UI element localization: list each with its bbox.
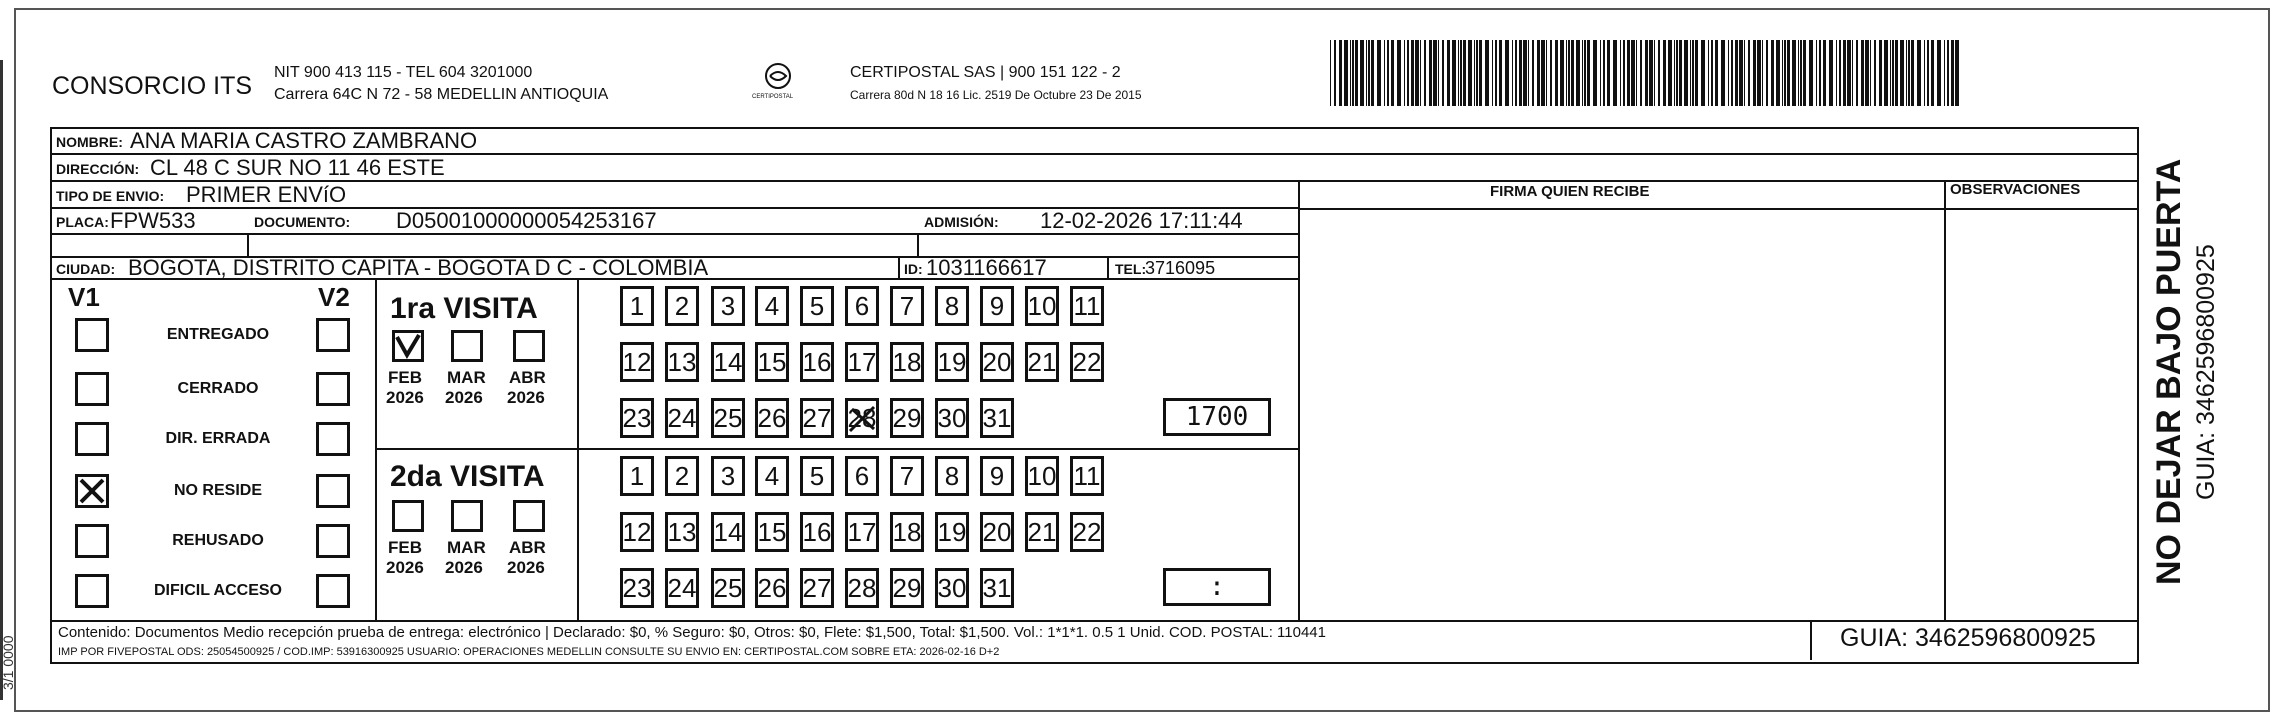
- barcode-bar: [1906, 40, 1907, 106]
- visit2-day-box[interactable]: 12: [620, 512, 654, 552]
- visit2-title: 2da VISITA: [390, 460, 545, 493]
- barcode-bar: [1631, 40, 1635, 106]
- barcode-bar: [1668, 40, 1672, 106]
- visit2-day-box[interactable]: 16: [800, 512, 834, 552]
- barcode-bar: [1576, 40, 1580, 106]
- placa-value: FPW533: [110, 208, 196, 233]
- barcode-bar: [1829, 40, 1833, 106]
- barcode-bar: [1352, 40, 1354, 106]
- barcode-bar: [1847, 40, 1851, 106]
- barcode-bar: [1334, 40, 1336, 106]
- placa-label: PLACA:: [56, 214, 109, 230]
- v1-checkbox[interactable]: [75, 372, 109, 406]
- v2-label: V2: [318, 282, 350, 312]
- visit2-year-label: 2026: [507, 558, 545, 577]
- barcode-bar: [1900, 40, 1904, 106]
- barcode-bar: [1663, 40, 1666, 106]
- visit2-day-box[interactable]: 7: [890, 456, 924, 496]
- id-label: ID:: [904, 261, 923, 277]
- company-address: Carrera 64C N 72 - 58 MEDELLIN ANTIOQUIA: [274, 86, 609, 103]
- certipostal-logo: [752, 60, 804, 106]
- v2-checkbox[interactable]: [316, 422, 350, 456]
- visit1-day-box[interactable]: 5: [800, 286, 834, 326]
- visit1-year-label: 2026: [445, 388, 483, 407]
- barcode-bar: [1479, 40, 1482, 106]
- barcode-bar: [1420, 40, 1421, 106]
- barcode-bar: [1951, 40, 1954, 106]
- visit2-month-checkbox[interactable]: [513, 500, 545, 532]
- barcode-bar: [1485, 40, 1489, 106]
- visit2-day-box[interactable]: 31: [980, 568, 1014, 608]
- visit1-day-box[interactable]: 13: [665, 342, 699, 382]
- visit2-month-checkbox[interactable]: [392, 500, 424, 532]
- barcode-bar: [1571, 40, 1574, 106]
- barcode-bar: [1350, 40, 1351, 106]
- barcode-bar: [1861, 40, 1864, 106]
- row-divider: [50, 620, 2137, 622]
- barcode-bar: [1931, 40, 1934, 106]
- col-divider: [1810, 620, 1812, 660]
- visit1-day-box[interactable]: 18: [890, 342, 924, 382]
- visit2-month-label: MAR: [447, 538, 486, 557]
- visit2-day-box[interactable]: 5: [800, 456, 834, 496]
- tipo-envio-label: TIPO DE ENVIO:: [56, 188, 165, 204]
- visit1-day-box[interactable]: 25: [711, 398, 745, 438]
- visit1-day-box[interactable]: 12: [620, 342, 654, 382]
- barcode-bar: [1792, 40, 1796, 106]
- barcode-bar: [1512, 40, 1513, 106]
- strike-mark-icon: [846, 401, 880, 437]
- row-divider: [375, 448, 1298, 450]
- visit1-day-box[interactable]: 26: [755, 398, 789, 438]
- barcode-bar: [1731, 40, 1733, 106]
- barcode-bar: [1366, 40, 1367, 106]
- barcode-bar: [1636, 40, 1637, 106]
- status-label: REHUSADO: [172, 532, 264, 549]
- visit2-year-label: 2026: [445, 558, 483, 577]
- visit2-month-checkbox[interactable]: [451, 500, 483, 532]
- barcode-bar: [1692, 40, 1694, 106]
- barcode-bar: [1584, 40, 1586, 106]
- visit1-day-box[interactable]: 8: [935, 286, 969, 326]
- check-mark-icon: [395, 333, 421, 359]
- barcode-bar: [1344, 40, 1348, 106]
- edge-mark: [0, 60, 3, 700]
- barcode-bar: [1856, 40, 1858, 106]
- visit1-day-box[interactable]: 23: [620, 398, 654, 438]
- barcode-bar: [1528, 40, 1529, 106]
- barcode-bar: [1460, 40, 1462, 106]
- col-divider: [898, 256, 900, 278]
- documento-label: DOCUMENTO:: [254, 214, 351, 230]
- barcode-bar: [1766, 40, 1768, 106]
- v1-label: V1: [68, 282, 100, 312]
- col-divider: [247, 233, 249, 256]
- visit2-day-box[interactable]: 22: [1070, 512, 1104, 552]
- barcode-bar: [1911, 40, 1914, 106]
- logo-text: CERTIPOSTAL: [752, 94, 794, 100]
- visit2-day-box[interactable]: 20: [980, 512, 1014, 552]
- barcode-bar: [1438, 40, 1439, 106]
- barcode-bar: [1541, 40, 1545, 106]
- firma-header: FIRMA QUIEN RECIBE: [1490, 183, 1650, 200]
- barcode-bar: [1649, 40, 1653, 106]
- visit1-day-box[interactable]: 1: [620, 286, 654, 326]
- visit2-day-box[interactable]: 28: [845, 568, 879, 608]
- visit1-day-box[interactable]: 31: [980, 398, 1014, 438]
- barcode-bar: [1603, 40, 1605, 106]
- barcode-bar: [1377, 40, 1381, 106]
- barcode-bar: [1917, 40, 1921, 106]
- visit1-day-box[interactable]: 20: [980, 342, 1014, 382]
- nombre-value: ANA MARIA CASTRO ZAMBRANO: [130, 128, 478, 153]
- visit1-day-box[interactable]: 24: [665, 398, 699, 438]
- v2-checkbox[interactable]: [316, 474, 350, 508]
- col-divider: [1944, 180, 1946, 620]
- barcode-bar: [1924, 40, 1925, 106]
- tipo-envio-value: PRIMER ENVíO: [186, 182, 347, 207]
- visit1-day-box[interactable]: 21: [1025, 342, 1059, 382]
- barcode-bar: [1890, 40, 1891, 106]
- barcode-bar: [1442, 40, 1444, 106]
- col-divider: [1107, 256, 1109, 278]
- barcode-bar: [1468, 40, 1472, 106]
- visit1-title: 1ra VISITA: [390, 292, 538, 325]
- ciudad-value: BOGOTA, DISTRITO CAPITA - BOGOTA D C - COLOMBIA: [128, 255, 709, 280]
- barcode-bar: [1695, 40, 1698, 106]
- col-divider: [577, 278, 579, 620]
- visit2-year-label: 2026: [386, 558, 424, 577]
- visit2-day-box[interactable]: 25: [711, 568, 745, 608]
- barcode-bar: [1728, 40, 1729, 106]
- visit2-day-box[interactable]: 2: [665, 456, 699, 496]
- barcode-bar: [1371, 40, 1374, 106]
- visit1-day-box[interactable]: 11: [1070, 286, 1104, 326]
- barcode-bar: [1607, 40, 1610, 106]
- barcode-bar: [1550, 40, 1552, 106]
- visit2-time-box[interactable]: :: [1163, 568, 1271, 606]
- visit1-month-label: FEB: [388, 368, 422, 387]
- barcode-bar: [1447, 40, 1450, 106]
- visit2-day-box[interactable]: 3: [711, 456, 745, 496]
- footer-guia: GUIA: 3462596800925: [1840, 624, 2096, 652]
- row-divider: [1298, 208, 2137, 210]
- barcode-bar: [1387, 40, 1389, 106]
- barcode-bar: [1330, 40, 1331, 106]
- visit1-year-label: 2026: [386, 388, 424, 407]
- barcode-bar: [1537, 40, 1540, 106]
- visit1-month-checkbox[interactable]: [513, 330, 545, 362]
- barcode-bar: [1816, 40, 1817, 106]
- barcode-bar: [1600, 40, 1601, 106]
- barcode-bar: [1684, 40, 1688, 106]
- col-divider: [1298, 180, 1300, 620]
- observaciones-header: OBSERVACIONES: [1950, 181, 2081, 198]
- barcode-bar: [1762, 40, 1763, 106]
- barcode-bar: [1800, 40, 1802, 106]
- visit2-month-label: ABR: [509, 538, 546, 557]
- barcode-bar: [1674, 40, 1675, 106]
- barcode-bar: [1721, 40, 1725, 106]
- visit1-day-box[interactable]: 17: [845, 342, 879, 382]
- barcode-bar: [1944, 40, 1945, 106]
- barcode-bar: [1452, 40, 1456, 106]
- barcode-bar: [1463, 40, 1466, 106]
- status-label: ENTREGADO: [166, 326, 270, 343]
- barcode-bar: [1505, 40, 1509, 106]
- visit1-day-box[interactable]: 3: [711, 286, 745, 326]
- visit2-day-box[interactable]: 13: [665, 512, 699, 552]
- status-label: DIFICIL ACCESO: [153, 582, 282, 599]
- visit1-day-box[interactable]: 29: [890, 398, 924, 438]
- barcode-bar: [1523, 40, 1527, 106]
- tel-value: 3716095: [1145, 258, 1216, 278]
- admision-label: ADMISIÓN:: [924, 214, 999, 230]
- company-name: CONSORCIO ITS: [52, 72, 253, 100]
- barcode-bar: [1927, 40, 1929, 106]
- footer-print-info: IMP POR FIVEPOSTAL ODS: 25054500925 / COD.IMP: 53916300925 USUARIO: OPERACIONES MEDELLIN CONSULTE SU ENVIO EN: CERTIPOSTAL.COM SOBRE ETA: 2026-02-16 D+2: [58, 646, 1000, 658]
- barcode-bar: [1391, 40, 1394, 106]
- barcode-bar: [1404, 40, 1405, 106]
- visit2-day-box[interactable]: 14: [711, 512, 745, 552]
- barcode-bar: [1690, 40, 1691, 106]
- barcode-bar: [1415, 40, 1419, 106]
- barcode-bar: [1776, 40, 1780, 106]
- visit1-day-box[interactable]: 19: [935, 342, 969, 382]
- v1-checkbox[interactable]: [75, 474, 109, 508]
- barcode: [1330, 40, 1960, 106]
- barcode-bar: [1546, 40, 1547, 106]
- barcode-bar: [1495, 40, 1497, 106]
- visit2-month-label: FEB: [388, 538, 422, 557]
- direccion-value: CL 48 C SUR NO 11 46 ESTE: [150, 155, 445, 180]
- admision-value: 12-02-2026 17:11:44: [1040, 208, 1243, 233]
- v2-checkbox[interactable]: [316, 574, 350, 608]
- barcode-bar: [1701, 40, 1705, 106]
- visit1-day-box[interactable]: 22: [1070, 342, 1104, 382]
- barcode-bar: [1711, 40, 1713, 106]
- barcode-bar: [1407, 40, 1409, 106]
- barcode-bar: [1499, 40, 1502, 106]
- barcode-bar: [1955, 40, 1959, 106]
- visit1-day-box[interactable]: 28: [845, 398, 879, 438]
- col-divider: [917, 233, 919, 256]
- barcode-bar: [1739, 40, 1743, 106]
- visit1-day-box[interactable]: 4: [755, 286, 789, 326]
- barcode-bar: [1879, 40, 1882, 106]
- barcode-bar: [1676, 40, 1678, 106]
- barcode-bar: [1492, 40, 1493, 106]
- visit2-day-box[interactable]: 17: [845, 512, 879, 552]
- barcode-bar: [1787, 40, 1790, 106]
- barcode-bar: [1424, 40, 1426, 106]
- visit1-time-box[interactable]: 1700: [1163, 398, 1271, 436]
- status-label: CERRADO: [177, 380, 259, 397]
- barcode-bar: [1782, 40, 1783, 106]
- visit1-year-label: 2026: [507, 388, 545, 407]
- barcode-bar: [1708, 40, 1709, 106]
- barcode-bar: [1566, 40, 1567, 106]
- footer-contents: Contenido: Documentos Medio recepción prueba de entrega: electrónico | Declarado: $0, % Seguro: $0, Otros: $0, Flete: $1,500, Total: $1,500. Vol.: 1*1*1. 0.5 1 Unid. COD. POSTAL: 110441: [58, 624, 1326, 641]
- barcode-bar: [1582, 40, 1583, 106]
- status-label: DIR. ERRADA: [165, 430, 271, 447]
- visit1-month-label: ABR: [509, 368, 546, 387]
- barcode-bar: [1658, 40, 1660, 106]
- edge-text: 3/1 0000: [0, 635, 16, 690]
- documento-value: D05001000000054253167: [396, 208, 657, 233]
- barcode-bar: [1874, 40, 1876, 106]
- visit2-day-box[interactable]: 21: [1025, 512, 1059, 552]
- visit1-day-box[interactable]: 30: [935, 398, 969, 438]
- barcode-bar: [1937, 40, 1941, 106]
- barcode-bar: [1568, 40, 1570, 106]
- barcode-bar: [1865, 40, 1869, 106]
- barcode-bar: [1355, 40, 1358, 106]
- visit1-day-box[interactable]: 27: [800, 398, 834, 438]
- barcode-bar: [1679, 40, 1682, 106]
- barcode-bar: [1870, 40, 1871, 106]
- nombre-label: NOMBRE:: [56, 134, 123, 150]
- visit1-day-box[interactable]: 9: [980, 286, 1014, 326]
- barcode-bar: [1620, 40, 1621, 106]
- barcode-bar: [1560, 40, 1564, 106]
- side-warning: NO DEJAR BAJO PUERTA: [2150, 158, 2188, 585]
- visit1-month-checkbox[interactable]: [451, 330, 483, 362]
- barcode-bar: [1744, 40, 1745, 106]
- tel-label: TEL:: [1115, 261, 1147, 277]
- ciudad-label: CIUDAD:: [56, 261, 116, 277]
- barcode-bar: [1784, 40, 1786, 106]
- barcode-bar: [1587, 40, 1590, 106]
- barcode-bar: [1474, 40, 1475, 106]
- barcode-bar: [1735, 40, 1738, 106]
- barcode-bar: [1433, 40, 1437, 106]
- barcode-bar: [1555, 40, 1558, 106]
- v2-checkbox[interactable]: [316, 524, 350, 558]
- barcode-bar: [1748, 40, 1750, 106]
- visit1-day-box[interactable]: 10: [1025, 286, 1059, 326]
- visit1-day-box[interactable]: 15: [755, 342, 789, 382]
- visit1-month-label: MAR: [447, 368, 486, 387]
- certi-address: Carrera 80d N 18 16 Lic. 2519 De Octubre 23 De 2015: [850, 88, 1142, 102]
- barcode-bar: [1640, 40, 1642, 106]
- barcode-bar: [1627, 40, 1630, 106]
- barcode-bar: [1798, 40, 1799, 106]
- visit1-month-checkbox[interactable]: [392, 330, 424, 362]
- visit2-day-box[interactable]: 29: [890, 568, 924, 608]
- barcode-bar: [1908, 40, 1910, 106]
- barcode-bar: [1339, 40, 1342, 106]
- company-nit: NIT 900 413 115 - TEL 604 3201000: [274, 64, 533, 81]
- visit2-day-box[interactable]: 8: [935, 456, 969, 496]
- barcode-bar: [1843, 40, 1846, 106]
- barcode-bar: [1519, 40, 1522, 106]
- barcode-bar: [1515, 40, 1517, 106]
- barcode-bar: [1839, 40, 1841, 106]
- barcode-bar: [1803, 40, 1806, 106]
- barcode-bar: [1819, 40, 1821, 106]
- barcode-bar: [1397, 40, 1401, 106]
- barcode-bar: [1852, 40, 1853, 106]
- v1-checkbox[interactable]: [75, 524, 109, 558]
- barcode-bar: [1715, 40, 1718, 106]
- visit1-day-box[interactable]: 7: [890, 286, 924, 326]
- visit1-day-box[interactable]: 16: [800, 342, 834, 382]
- barcode-bar: [1884, 40, 1888, 106]
- v2-checkbox[interactable]: [316, 372, 350, 406]
- barcode-bar: [1458, 40, 1459, 106]
- visit2-day-box[interactable]: 11: [1070, 456, 1104, 496]
- visit2-day-box[interactable]: 6: [845, 456, 879, 496]
- v1-checkbox[interactable]: [75, 318, 109, 352]
- side-guia: GUIA: 3462596800925: [2192, 244, 2220, 500]
- barcode-bar: [1645, 40, 1648, 106]
- barcode-bar: [1623, 40, 1625, 106]
- visit2-day-box[interactable]: 1: [620, 456, 654, 496]
- visit2-day-box[interactable]: 9: [980, 456, 1014, 496]
- barcode-bar: [1823, 40, 1826, 106]
- visit2-day-box[interactable]: 10: [1025, 456, 1059, 496]
- visit2-day-box[interactable]: 26: [755, 568, 789, 608]
- col-divider: [375, 278, 377, 620]
- x-mark-icon: [78, 477, 106, 505]
- visit2-day-box[interactable]: 24: [665, 568, 699, 608]
- barcode-bar: [1593, 40, 1597, 106]
- barcode-bar: [1892, 40, 1894, 106]
- barcode-bar: [1895, 40, 1898, 106]
- v1-checkbox[interactable]: [75, 422, 109, 456]
- visit2-day-box[interactable]: 19: [935, 512, 969, 552]
- barcode-bar: [1771, 40, 1774, 106]
- v1-checkbox[interactable]: [75, 574, 109, 608]
- barcode-bar: [1384, 40, 1385, 106]
- v2-checkbox[interactable]: [316, 318, 350, 352]
- barcode-bar: [1836, 40, 1837, 106]
- visit1-day-box[interactable]: 14: [711, 342, 745, 382]
- barcode-bar: [1476, 40, 1478, 106]
- status-label: NO RESIDE: [173, 482, 262, 499]
- barcode-bar: [1654, 40, 1655, 106]
- barcode-bar: [1532, 40, 1534, 106]
- id-value: 1031166617: [926, 255, 1047, 280]
- barcode-bar: [1947, 40, 1949, 106]
- visit2-day-box[interactable]: 27: [800, 568, 834, 608]
- visit1-day-box[interactable]: 6: [845, 286, 879, 326]
- barcode-bar: [1809, 40, 1813, 106]
- barcode-bar: [1411, 40, 1414, 106]
- visit2-day-box[interactable]: 18: [890, 512, 924, 552]
- barcode-bar: [1368, 40, 1370, 106]
- visit1-day-box[interactable]: 2: [665, 286, 699, 326]
- barcode-bar: [1613, 40, 1617, 106]
- certi-name: CERTIPOSTAL SAS | 900 151 122 - 2: [850, 64, 1121, 81]
- visit2-day-box[interactable]: 4: [755, 456, 789, 496]
- visit2-day-box[interactable]: 15: [755, 512, 789, 552]
- barcode-bar: [1753, 40, 1756, 106]
- barcode-bar: [1757, 40, 1761, 106]
- visit2-day-box[interactable]: 30: [935, 568, 969, 608]
- direccion-label: DIRECCIÓN:: [56, 161, 140, 177]
- visit2-day-box[interactable]: 23: [620, 568, 654, 608]
- barcode-bar: [1429, 40, 1432, 106]
- barcode-bar: [1360, 40, 1364, 106]
